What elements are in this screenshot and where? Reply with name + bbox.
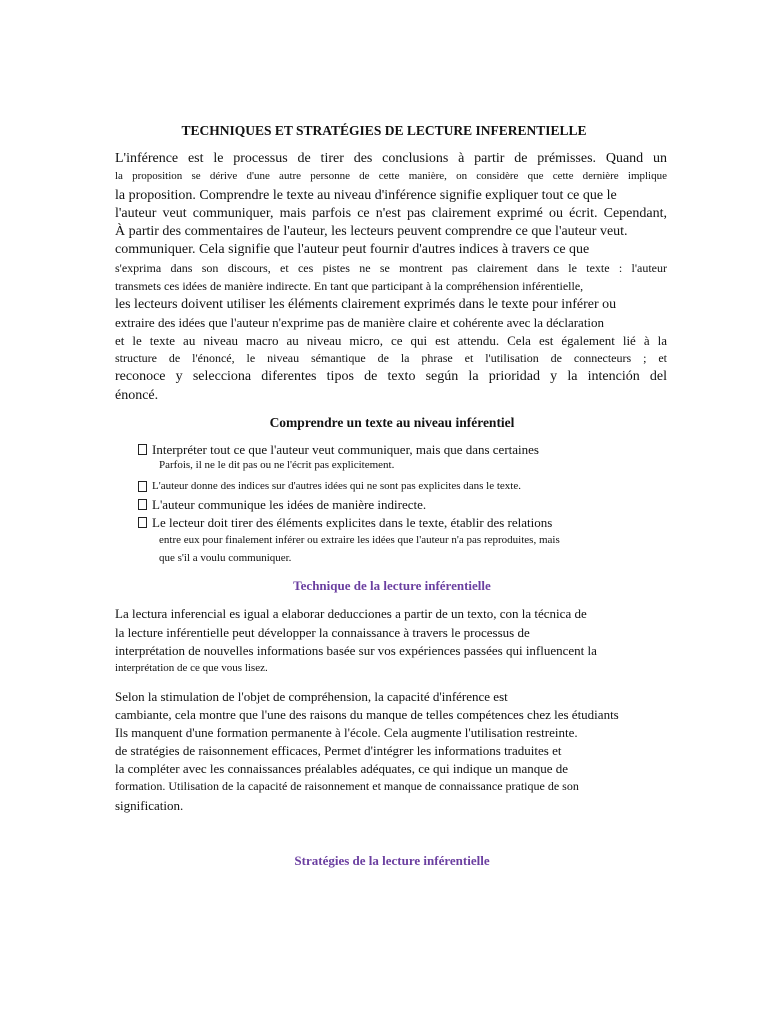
intro-line: L'inférence est le processus de tirer des conclusions à partir de prémisses. Quand un: [115, 151, 667, 166]
technique-line: la lecture inférentielle peut développer la connaissance à travers le processus de: [115, 625, 530, 640]
selon-line: Ils manquent d'une formation permanente à l'école. Cela augmente l'utilisation restreinte.: [115, 725, 578, 740]
selon-line: de stratégies de raisonnement efficaces, Permet d'intégrer les informations traduites et: [115, 743, 562, 758]
intro-line: extraire des idées que l'auteur n'exprime pas de manière claire et cohérente avec la déclaration: [115, 315, 605, 330]
bullet-item: [138, 481, 521, 492]
checkbox-glyph-icon: [138, 517, 147, 528]
section-heading-technique: Technique de la lecture inférentielle: [293, 578, 491, 593]
intro-line: les lecteurs doivent utiliser les éléments clairement exprimés dans le texte pour inférer ou: [115, 297, 617, 312]
intro-line: communiquer. Cela signifie que l'auteur peut fournir d'autres indices à travers ce que: [115, 242, 590, 257]
bullet-item: [138, 516, 552, 529]
checkbox-glyph-icon: [138, 481, 147, 492]
section-heading-comprendre: Comprendre un texte au niveau inférentiel: [269, 415, 515, 430]
technique-line: interprétation de ce que vous lisez.: [115, 662, 268, 674]
bullet-item: [138, 498, 426, 511]
checkbox-glyph-icon: [138, 499, 147, 510]
selon-line: Selon la stimulation de l'objet de compréhension, la capacité d'inférence est: [115, 689, 508, 704]
bullet-text: L'auteur donne des indices sur d'autres idées qui ne sont pas explicites dans le texte.: [152, 480, 521, 492]
technique-line: interprétation de nouvelles informations basée sur vos expériences passées qui influencent la: [115, 643, 597, 658]
selon-line: signification.: [115, 798, 184, 813]
intro-line: structure de l'énoncé, le niveau sémantique de la phrase et l'utilisation de connecteurs ; et: [115, 351, 667, 365]
selon-line: formation. Utilisation de la capacité de raisonnement et manque de connaissance pratique de son: [115, 779, 579, 793]
bullet-continuation: que s'il a voulu communiquer.: [159, 552, 292, 564]
intro-line: l'auteur veut communiquer, mais parfois ce n'est pas clairement exprimé ou écrit. Cependant,: [115, 206, 667, 221]
bullet-continuation: entre eux pour finalement inférer ou extraire les idées que l'auteur n'a pas reproduites, mais: [159, 534, 560, 546]
intro-line: À partir des commentaires de l'auteur, les lecteurs peuvent comprendre ce que l'auteur veut.: [115, 224, 628, 239]
intro-line: reconoce y selecciona diferentes tipos de texto según la prioridad y la intención del: [115, 369, 667, 384]
document-title: TECHNIQUES ET STRATÉGIES DE LECTURE INFERENTIELLE: [181, 123, 587, 138]
selon-line: cambiante, cela montre que l'une des raisons du manque de telles compétences chez les étudiants: [115, 707, 619, 722]
section-heading-strategies: Stratégies de la lecture inférentielle: [294, 853, 490, 868]
intro-line: la proposition. Comprendre le texte au niveau d'inférence signifie expliquer tout ce que le: [115, 188, 617, 203]
intro-line: la proposition se dérive d'une autre personne de cette manière, on considère que cette dernière implique: [115, 170, 667, 182]
intro-line: s'exprima dans son discours, et ces pistes ne se montrent pas clairement dans le texte : l'auteur: [115, 261, 667, 275]
bullet-item: [138, 443, 539, 456]
selon-line: la compléter avec les connaissances préalables adéquates, ce qui indique un manque de: [115, 761, 569, 776]
bullet-text: Interpréter tout ce que l'auteur veut communiquer, mais que dans certaines: [152, 442, 539, 457]
bullet-text: Le lecteur doit tirer des éléments explicites dans le texte, établir des relations: [152, 515, 553, 530]
intro-line: énoncé.: [115, 388, 159, 403]
bullet-text: L'auteur communique les idées de manière indirecte.: [152, 497, 427, 512]
intro-line: transmets ces idées de manière indirecte. En tant que participant à la compréhension inférentielle,: [115, 279, 584, 293]
intro-line: et le texte au niveau macro au niveau micro, ce qui est attendu. Cela est également lié à la: [115, 333, 667, 348]
bullet-continuation: Parfois, il ne le dit pas ou ne l'écrit pas explicitement.: [159, 459, 395, 471]
technique-line: La lectura inferencial es igual a elaborar deducciones a partir de un texto, con la técnica de: [115, 606, 587, 621]
checkbox-glyph-icon: [138, 444, 147, 455]
